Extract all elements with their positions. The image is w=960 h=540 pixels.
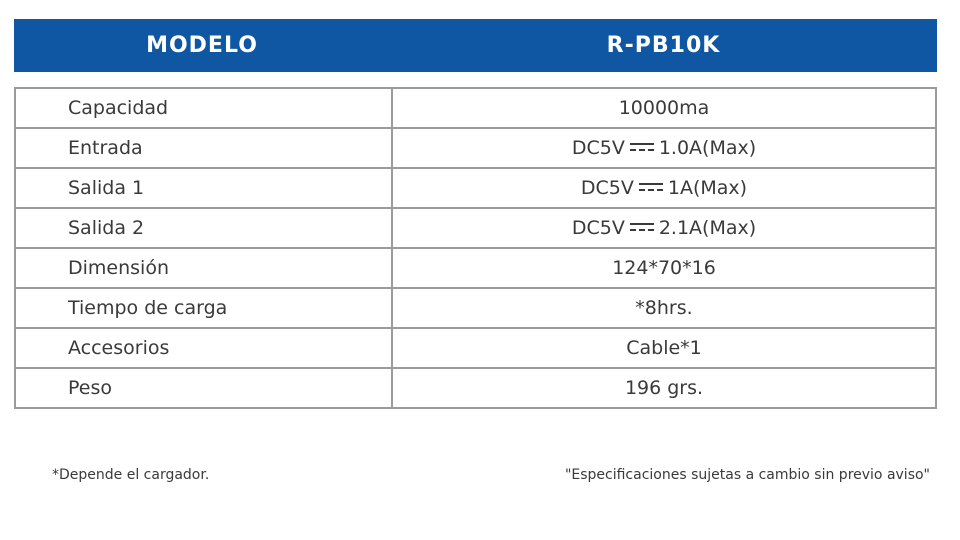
row-value <box>392 208 936 248</box>
row-label: Capacidad <box>15 88 392 128</box>
table-row <box>15 168 936 208</box>
value-prefix: DC5V <box>571 217 625 239</box>
row-label: Dimensión <box>15 248 392 288</box>
row-value: Cable*1 <box>392 328 936 368</box>
value-suffix: 2.1A(Max) <box>658 217 757 239</box>
table-row <box>15 88 936 128</box>
row-label: Peso <box>15 368 392 408</box>
row-value: *8hrs. <box>392 288 936 328</box>
row-label: Tiempo de carga <box>15 288 392 328</box>
table-row <box>15 328 936 368</box>
row-value <box>392 168 936 208</box>
value-suffix: 1A(Max) <box>667 177 748 199</box>
table-row <box>15 208 936 248</box>
spec-header <box>14 19 937 72</box>
header-model-label: MODELO <box>146 33 258 58</box>
spec-table <box>14 87 937 409</box>
table-row <box>15 128 936 168</box>
row-value: 124*70*16 <box>392 248 936 288</box>
row-label: Salida 2 <box>15 208 392 248</box>
dc-current-icon <box>630 223 654 232</box>
row-label: Entrada <box>15 128 392 168</box>
row-value <box>392 128 936 168</box>
dc-current-icon <box>630 143 654 152</box>
footnote-disclaimer: "Especificaciones sujetas a cambio sin previo aviso" <box>564 467 930 483</box>
row-label: Accesorios <box>15 328 392 368</box>
value-prefix: DC5V <box>580 177 634 199</box>
footnote-charger: *Depende el cargador. <box>52 467 210 483</box>
value-prefix: DC5V <box>571 137 625 159</box>
value-suffix: 1.0A(Max) <box>658 137 757 159</box>
table-row <box>15 248 936 288</box>
row-value: 10000ma <box>392 88 936 128</box>
header-model-value: R-PB10K <box>606 33 721 58</box>
table-row <box>15 368 936 408</box>
row-value: 196 grs. <box>392 368 936 408</box>
table-row <box>15 288 936 328</box>
dc-current-icon <box>639 183 663 192</box>
row-label: Salida 1 <box>15 168 392 208</box>
